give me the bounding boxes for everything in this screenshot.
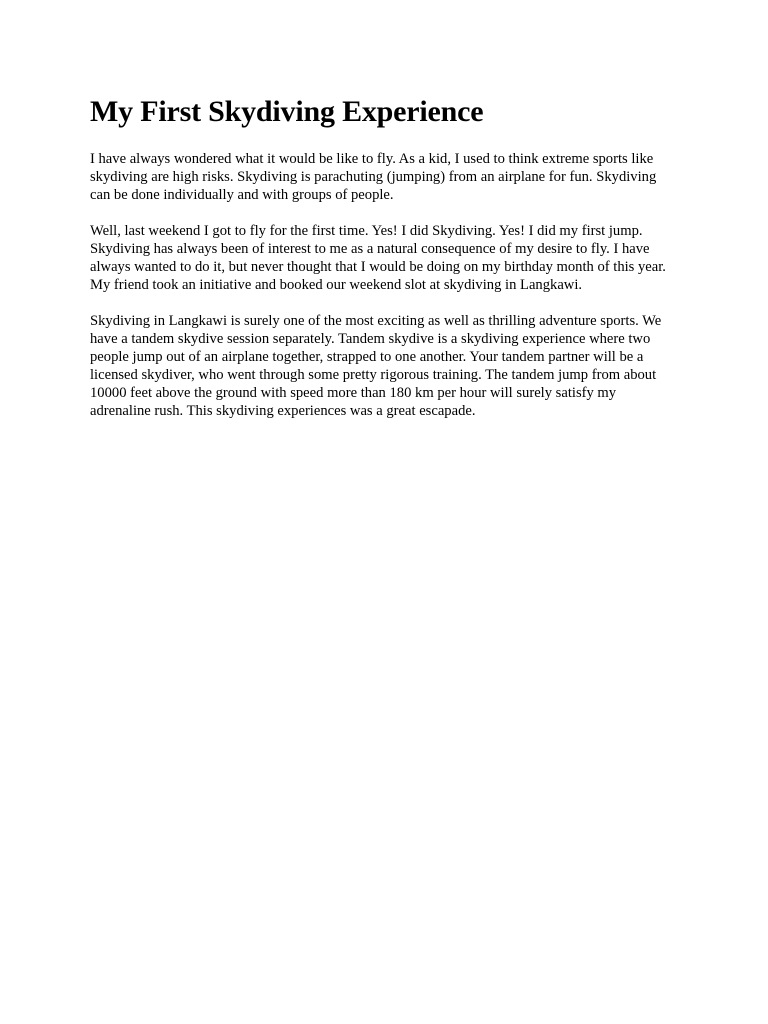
document-title: My First Skydiving Experience (90, 95, 484, 128)
document-content (90, 92, 680, 438)
paragraph-intro: I have always wondered what it would be like to fly. As a kid, I used to think extreme sports like skydiving are high risks. Skydiving is parachuting (jumping) from an airplane for fun. Skydiving can be done individually and with groups of people. (90, 151, 657, 203)
paragraph-first-jump: Well, last weekend I got to fly for the first time. Yes! I did Skydiving. Yes! I did my first jump. Skydiving has always been of interest to me as a natural consequence of my desire to fly. I have always wanted to do it, but never thought that I would be doing on my birthday month of this year. My friend took an initiative and booked our weekend slot at skydiving in Langkawi. (90, 223, 666, 293)
paragraph-langkawi: Skydiving in Langkawi is surely one of the most exciting as well as thrilling adventure sports. We have a tandem skydive session separately. Tandem skydive is a skydiving experience where two people jump out of an airplane together, strapped to one another. Your tandem partner will be a licensed skydiver, who went through some pretty rigorous training. The tandem jump from about 10000 feet above the ground with speed more than 180 km per hour will surely satisfy my adrenaline rush. This skydiving experiences was a great escapade. (90, 313, 662, 419)
